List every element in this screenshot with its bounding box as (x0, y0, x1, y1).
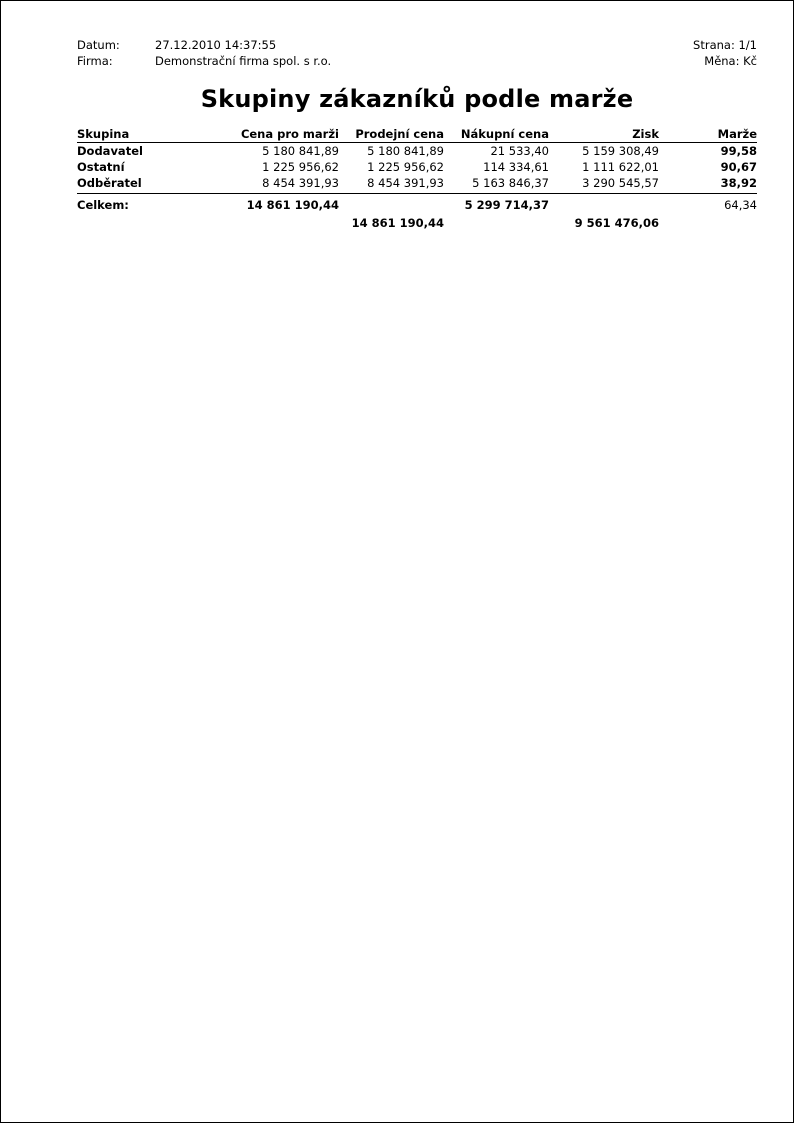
cell-cena-pro-marzi: 1 225 956,62 (262, 160, 339, 174)
table-body (77, 143, 757, 232)
cell-skupina: Ostatní (77, 160, 125, 174)
date-label: Datum: (77, 38, 120, 52)
table-row (77, 159, 757, 175)
report-content (77, 37, 757, 231)
cell-cena-pro-marzi: 8 454 391,93 (262, 176, 339, 190)
table-total-row (77, 194, 757, 213)
total-marze: 64,34 (724, 198, 757, 212)
header-row-date (77, 37, 757, 53)
report-header (77, 37, 757, 69)
column-header-zisk: Zisk (632, 127, 659, 141)
date-value: 27.12.2010 14:37:55 (155, 38, 277, 52)
cell-skupina: Dodavatel (77, 144, 143, 158)
cell-zisk: 1 111 622,01 (582, 160, 659, 174)
column-header-prodejni-cena: Prodejní cena (355, 127, 444, 141)
cell-nakupni-cena: 21 533,40 (490, 144, 549, 158)
cell-cena-pro-marzi: 5 180 841,89 (262, 144, 339, 158)
total-nakupni-cena: 5 299 714,37 (464, 198, 549, 212)
subtotal-prodejni-cena: 14 861 190,44 (351, 216, 444, 230)
page-title: Skupiny zákazníků podle marže (200, 85, 634, 113)
subtotal-cena-pro-marzi (227, 213, 339, 231)
column-header-skupina: Skupina (77, 127, 130, 141)
table-row (77, 175, 757, 194)
table-header-row (77, 127, 757, 143)
cell-prodejni-cena: 5 180 841,89 (367, 144, 444, 158)
page-number: Strana: 1/1 (693, 38, 757, 52)
column-header-cena-pro-marzi: Cena pro marži (240, 127, 339, 141)
cell-nakupni-cena: 114 334,61 (483, 160, 549, 174)
cell-skupina: Odběratel (77, 176, 142, 190)
header-row-company (77, 53, 757, 69)
cell-marze: 99,58 (720, 144, 757, 158)
subtotal-zisk: 9 561 476,06 (574, 216, 659, 230)
column-header-marze: Marže (717, 127, 757, 141)
cell-zisk: 3 290 545,57 (582, 176, 659, 190)
total-zisk (549, 194, 659, 213)
cell-prodejni-cena: 1 225 956,62 (367, 160, 444, 174)
company-label: Firma: (77, 54, 113, 68)
subtotal-marze (659, 213, 757, 231)
cell-marze: 38,92 (720, 176, 757, 190)
table-row (77, 143, 757, 160)
table-subtotal-row (77, 213, 757, 231)
cell-marze: 90,67 (720, 160, 757, 174)
table-header (77, 127, 757, 143)
currency-label: Měna: Kč (704, 54, 757, 68)
cell-nakupni-cena: 5 163 846,37 (472, 176, 549, 190)
margin-groups-table (77, 127, 757, 231)
total-prodejni-cena (339, 194, 444, 213)
cell-prodejni-cena: 8 454 391,93 (367, 176, 444, 190)
cell-zisk: 5 159 308,49 (582, 144, 659, 158)
column-header-nakupni-cena: Nákupní cena (460, 127, 549, 141)
total-cena-pro-marzi: 14 861 190,44 (246, 198, 339, 212)
company-value: Demonstrační firma spol. s r.o. (155, 54, 332, 68)
subtotal-label (77, 213, 227, 231)
total-label: Celkem: (77, 198, 129, 212)
subtotal-nakupni-cena (444, 213, 549, 231)
